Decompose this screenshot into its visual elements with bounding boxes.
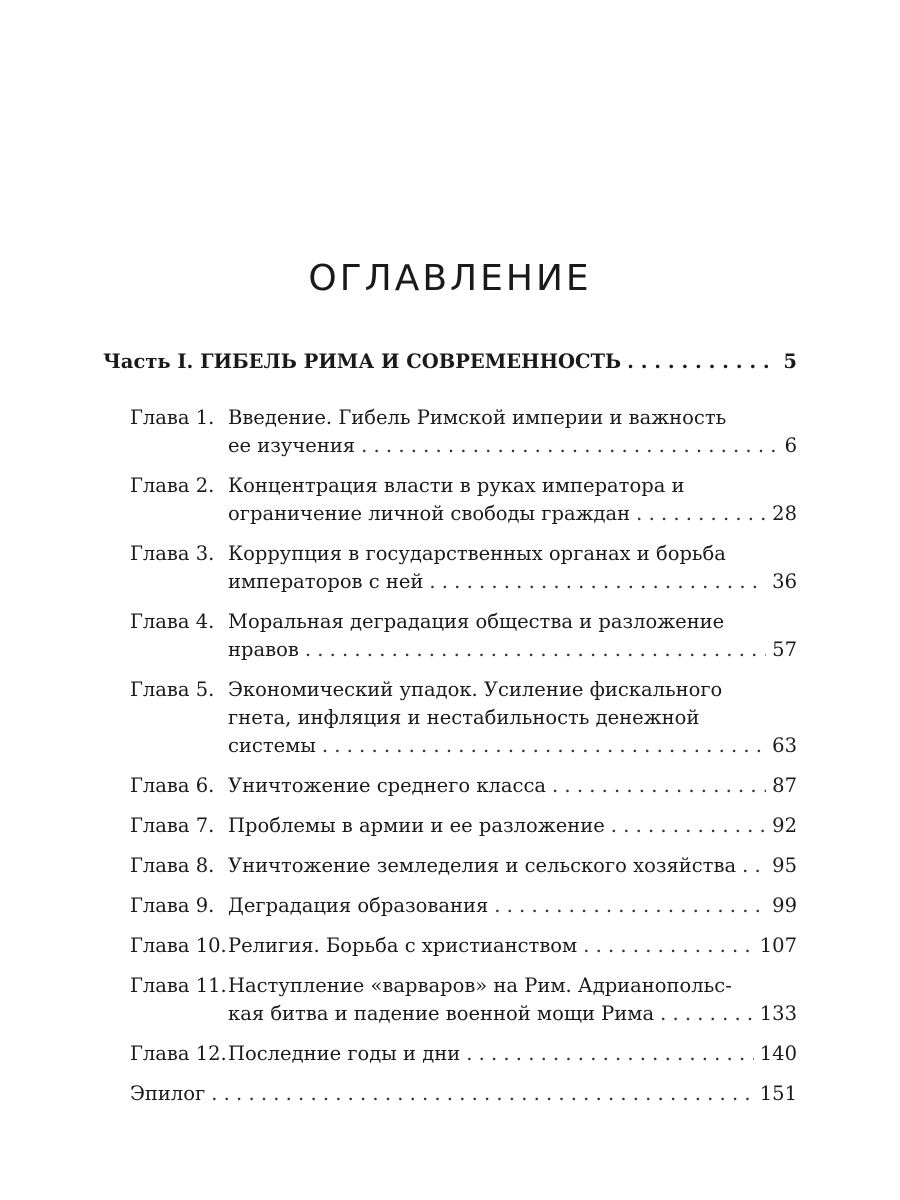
chapter-entry[interactable] xyxy=(130,892,797,920)
chapter-title xyxy=(228,772,797,800)
chapter-number: Глава 10. xyxy=(130,934,227,957)
page-number: 6 xyxy=(784,434,797,457)
page-title: ОГЛАВЛЕНИЕ xyxy=(308,258,592,299)
chapter-title-text: Эпилог xyxy=(130,1082,206,1105)
chapter-title-last-line xyxy=(228,636,797,664)
chapter-title xyxy=(228,608,797,664)
dot-leader xyxy=(660,1000,754,1028)
chapter-entry[interactable] xyxy=(130,404,797,460)
chapter-number: Глава 5. xyxy=(130,678,215,701)
page-number: 36 xyxy=(772,570,797,593)
chapter-title-text: ее изучения xyxy=(228,434,356,457)
chapter-entry[interactable] xyxy=(130,852,797,880)
page-number: 87 xyxy=(772,774,797,797)
chapter-title-last-line xyxy=(228,932,797,960)
chapter-title-line: Моральная деградация общества и разложение xyxy=(228,610,725,633)
epilog-entry[interactable] xyxy=(130,1080,797,1108)
part-label: Часть I. ГИБЕЛЬ РИМА И СОВРЕМЕННОСТЬ xyxy=(103,350,622,373)
chapter-title-line: Экономический упадок. Усиление фискального xyxy=(228,678,723,701)
chapter-title xyxy=(228,472,797,528)
chapter-number: Глава 12. xyxy=(130,1042,227,1065)
chapter-title-line: Наступление «варваров» на Рим. Адрианопольс- xyxy=(228,974,732,997)
chapter-title-last-line xyxy=(228,892,797,920)
chapter-entry[interactable] xyxy=(130,972,797,1028)
dot-leader xyxy=(211,1080,754,1108)
chapter-number: Глава 4. xyxy=(130,610,215,633)
dot-leader xyxy=(429,568,766,596)
chapter-entry[interactable] xyxy=(130,540,797,596)
chapter-title-text: системы xyxy=(228,734,316,757)
chapter-number: Глава 11. xyxy=(130,974,227,997)
chapter-title-text: Религия. Борьба с христианством xyxy=(228,934,578,957)
chapter-title-last-line xyxy=(228,812,797,840)
page-number: 28 xyxy=(772,502,797,525)
page-number: 151 xyxy=(759,1082,797,1105)
chapter-title xyxy=(228,972,797,1028)
chapter-title-line: гнета, инфляция и нестабильность денежной xyxy=(228,706,700,729)
chapter-title-last-line xyxy=(228,500,797,528)
chapter-entry[interactable] xyxy=(130,772,797,800)
dot-leader xyxy=(583,932,754,960)
chapter-title-line: Введение. Гибель Римской империи и важность xyxy=(228,406,727,429)
chapter-title-last-line xyxy=(228,568,797,596)
chapter-list xyxy=(130,404,797,1120)
chapter-title-line: Коррупция в государственных органах и борьба xyxy=(228,542,726,565)
chapter-title-last-line xyxy=(228,432,797,460)
page-number: 95 xyxy=(772,854,797,877)
chapter-number: Глава 9. xyxy=(130,894,215,917)
chapter-title xyxy=(228,932,797,960)
chapter-number: Глава 8. xyxy=(130,854,215,877)
dot-leader xyxy=(552,772,766,800)
chapter-entry[interactable] xyxy=(130,608,797,664)
chapter-number: Глава 7. xyxy=(130,814,215,837)
chapter-title-last-line xyxy=(130,1080,797,1108)
dot-leader xyxy=(305,636,766,664)
chapter-entry[interactable] xyxy=(130,472,797,528)
chapter-title-text: Деградация образования xyxy=(228,894,489,917)
dot-leader xyxy=(494,892,766,920)
chapter-title-last-line xyxy=(228,1040,797,1068)
page-number: 107 xyxy=(759,934,797,957)
chapter-entry[interactable] xyxy=(130,1040,797,1068)
dot-leader xyxy=(361,432,778,460)
chapter-title xyxy=(228,404,797,460)
page-number: 63 xyxy=(772,734,797,757)
dot-leader xyxy=(627,350,777,373)
page-number: 92 xyxy=(772,814,797,837)
part-page-number: 5 xyxy=(783,350,797,373)
chapter-entry[interactable] xyxy=(130,932,797,960)
chapter-number: Глава 2. xyxy=(130,474,215,497)
chapter-title xyxy=(228,852,797,880)
page-number: 133 xyxy=(759,1002,797,1025)
dot-leader xyxy=(611,812,766,840)
chapter-title-text: ограничение личной свободы граждан xyxy=(228,502,631,525)
chapter-entry[interactable] xyxy=(130,676,797,760)
chapter-title-text: нравов xyxy=(228,638,299,661)
page-number: 99 xyxy=(772,894,797,917)
part-heading[interactable] xyxy=(103,350,797,373)
chapter-title xyxy=(130,1080,797,1108)
page-number: 57 xyxy=(772,638,797,661)
chapter-title-text: Уничтожение земледелия и сельского хозяйства xyxy=(228,854,737,877)
chapter-number: Глава 1. xyxy=(130,406,215,429)
chapter-title xyxy=(228,892,797,920)
chapter-title-text: императоров с ней xyxy=(228,570,424,593)
chapter-title xyxy=(228,812,797,840)
chapter-title xyxy=(228,540,797,596)
chapter-number: Глава 6. xyxy=(130,774,215,797)
dot-leader xyxy=(636,500,766,528)
chapter-entry[interactable] xyxy=(130,812,797,840)
chapter-number: Глава 3. xyxy=(130,542,215,565)
dot-leader xyxy=(322,732,766,760)
chapter-title-last-line xyxy=(228,1000,797,1028)
chapter-title-line: Концентрация власти в руках императора и xyxy=(228,474,685,497)
chapter-title xyxy=(228,676,797,760)
chapter-title-text: кая битва и падение военной мощи Рима xyxy=(228,1002,655,1025)
chapter-title-text: Последние годы и дни xyxy=(228,1042,461,1065)
chapter-title-last-line xyxy=(228,852,797,880)
dot-leader xyxy=(466,1040,754,1068)
chapter-title-last-line xyxy=(228,732,797,760)
chapter-title xyxy=(228,1040,797,1068)
dot-leader xyxy=(742,852,766,880)
page-number: 140 xyxy=(759,1042,797,1065)
chapter-title-text: Проблемы в армии и ее разложение xyxy=(228,814,605,837)
chapter-title-last-line xyxy=(228,772,797,800)
chapter-title-text: Уничтожение среднего класса xyxy=(228,774,547,797)
